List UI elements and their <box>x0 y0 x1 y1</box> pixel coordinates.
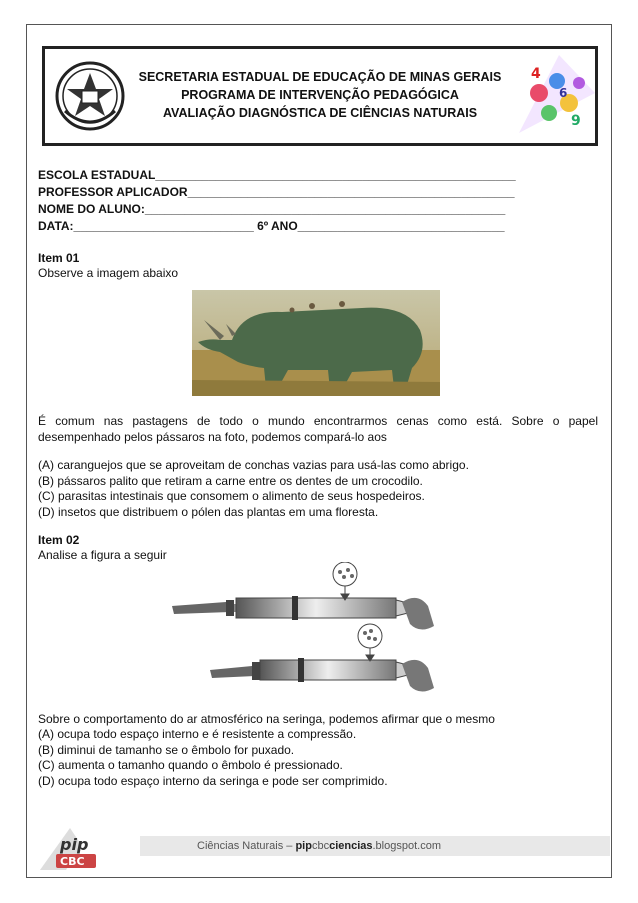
item-1-option-c[interactable]: (C) parasitas intestinais que consomem o alimento de seus hospedeiros. <box>38 489 425 503</box>
item-2-title: Item 02 <box>38 533 80 547</box>
item-1-options <box>38 458 598 520</box>
cbc-logo-text: CBC <box>60 855 85 868</box>
header-line-2: PROGRAMA DE INTERVENÇÃO PEDAGÓGICA <box>181 88 459 102</box>
kids-numbers-illustration-icon <box>509 53 597 143</box>
pip-logo-text: pip <box>60 835 89 854</box>
school-field[interactable]: ESCOLA ESTADUAL______________________________________________________ <box>38 168 516 182</box>
svg-text:6: 6 <box>559 86 568 100</box>
footer-ciencias: ciencias <box>329 840 373 852</box>
footer-prefix: Ciências Naturais – <box>197 840 296 852</box>
item-2-instruction: Analise a figura a seguir <box>38 548 167 562</box>
header-line-1: SECRETARIA ESTADUAL DE EDUCAÇÃO DE MINAS GERAIS <box>138 70 502 84</box>
svg-text:4: 4 <box>531 66 541 82</box>
footer-cbc: cbc <box>311 840 330 852</box>
item-2-question: Sobre o comportamento do ar atmosférico na seringa, podemos afirmar que o mesmo <box>38 712 495 726</box>
teacher-field[interactable]: PROFESSOR APLICADOR_________________________________________________ <box>38 185 515 199</box>
footer-pip: pip <box>295 840 312 852</box>
item-1-instruction: Observe a imagem abaixo <box>38 266 179 280</box>
item-1-title: Item 01 <box>38 251 80 265</box>
item-2-option-c[interactable]: (C) aumenta o tamanho quando o êmbolo é pressionado. <box>38 758 343 772</box>
item-1-option-a[interactable]: (A) caranguejos que se aproveitam de conchas vazias para usá-las como abrigo. <box>38 458 469 472</box>
item-2-option-a[interactable]: (A) ocupa todo espaço interno e é resistente a compressão. <box>38 727 357 741</box>
date-grade-field[interactable]: DATA:___________________________ 6º ANO_______________________________ <box>38 219 505 233</box>
student-name-field[interactable]: NOME DO ALUNO:______________________________________________________ <box>38 202 506 216</box>
item-2-options <box>38 727 598 789</box>
rhinoceros-with-birds-photo <box>192 290 440 396</box>
item-1-option-d[interactable]: (D) insetos que distribuem o pólen das plantas em uma floresta. <box>38 504 379 519</box>
footer-suffix: .blogspot.com <box>372 840 441 852</box>
svg-text:9: 9 <box>571 113 581 129</box>
item-2-option-d[interactable]: (D) ocupa todo espaço interno da seringa e pode ser comprimido. <box>38 773 388 788</box>
item-2-option-b[interactable]: (B) diminui de tamanho se o êmbolo for puxado. <box>38 742 295 757</box>
item-1-question: É comum nas pastagens de todo o mundo encontrarmos cenas como está. Sobre o papel desempenhado pelos pássaros na foto, podemos compará-lo aos <box>38 414 598 444</box>
syringe-compression-diagram <box>170 562 438 702</box>
footer-text <box>0 840 638 852</box>
header-box <box>42 46 598 146</box>
item-1-option-b[interactable]: (B) pássaros palito que retiram a carne entre os dentes de um crocodilo. <box>38 473 423 488</box>
student-info-fields <box>38 167 516 235</box>
header-line-3: AVALIAÇÃO DIAGNÓSTICA DE CIÊNCIAS NATURAIS <box>162 106 478 120</box>
